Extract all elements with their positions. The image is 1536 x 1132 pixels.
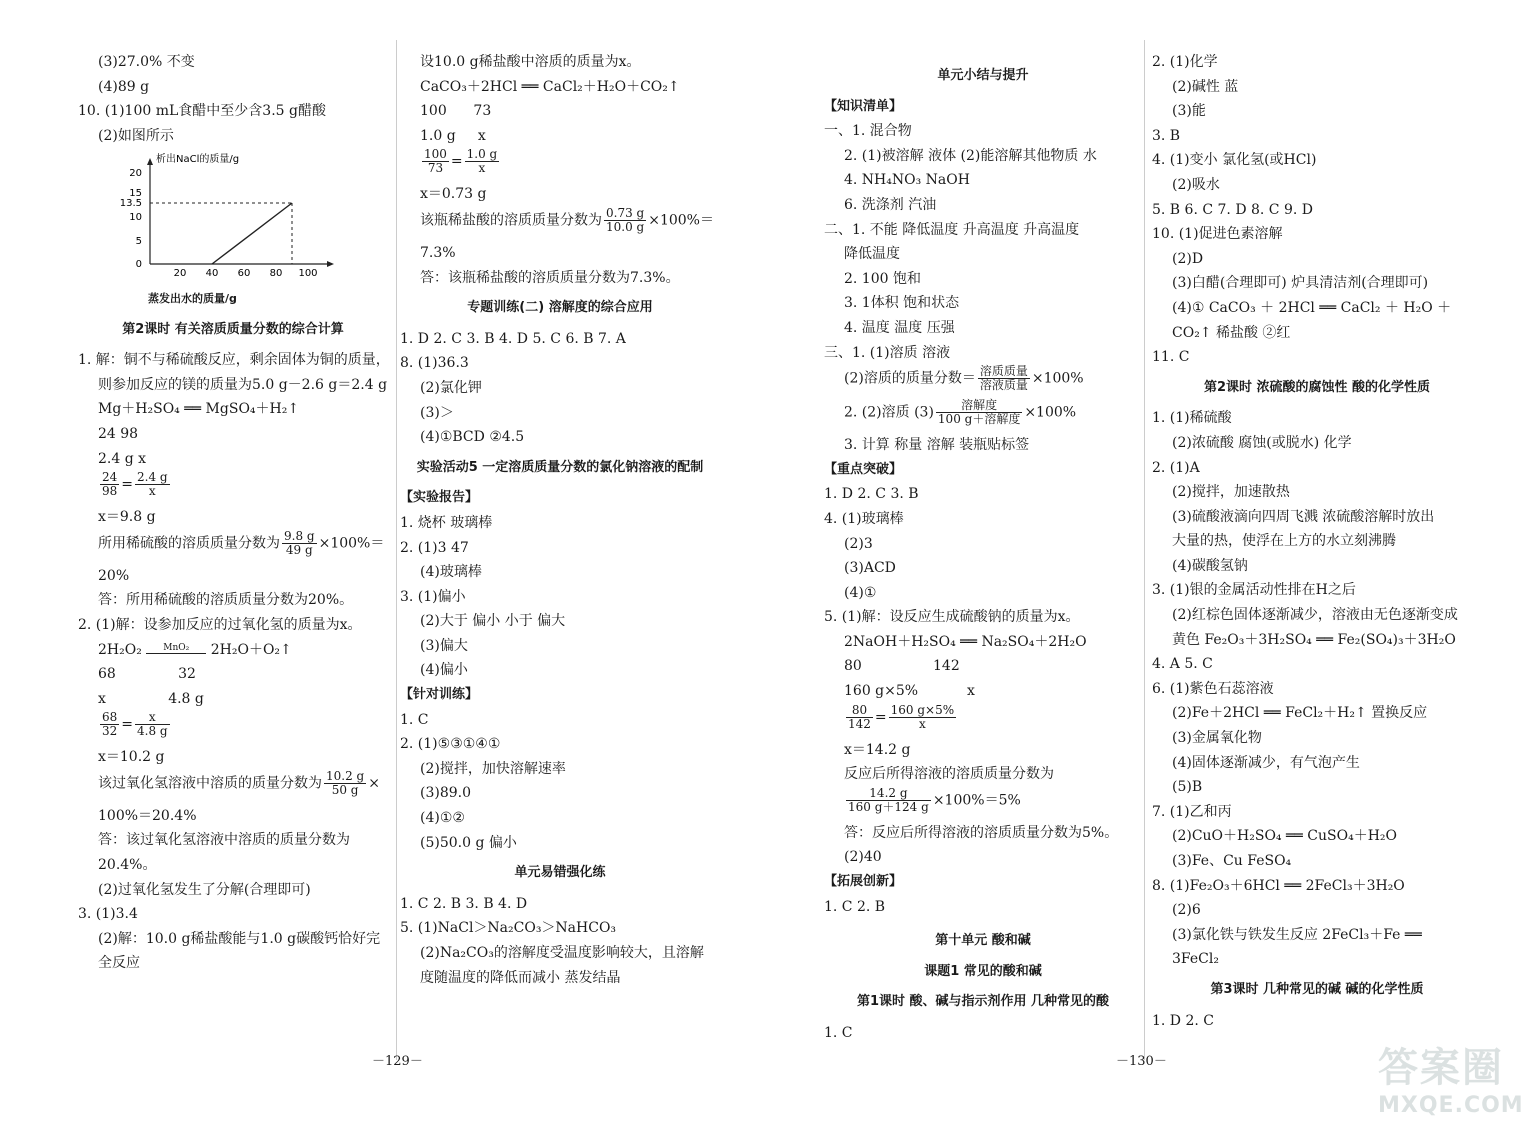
text-line: 7. (1)乙和丙: [1152, 803, 1232, 820]
text-line: 降低温度: [844, 246, 900, 263]
text-line: 2. (1)A: [1152, 459, 1200, 476]
text-line: (3)金属氧化物: [1172, 730, 1262, 747]
text-line: 3FeCl₂: [1172, 951, 1219, 968]
column-divider: [396, 40, 397, 1060]
section-heading: 专题训练(二) 溶解度的综合应用: [467, 300, 653, 316]
text-line: 3. B: [1152, 127, 1181, 144]
text-line: 1. D 2. C 3. B 4. D 5. C 6. B 7. A: [400, 330, 626, 347]
text-line: 1. 解：铜不与稀硫酸反应，剩余固体为铜的质量，: [78, 352, 390, 369]
fraction: $\frac{160 g\times 5\%}{x}$: [890, 702, 955, 731]
fraction: $\frac{100}{73}$: [424, 147, 447, 176]
text-line: 1. C: [824, 1025, 853, 1041]
text-line: (4)碳酸氢钠: [1172, 557, 1248, 574]
text-line: (2)吸水: [1172, 176, 1220, 193]
text-line: (2)40: [844, 849, 882, 866]
watermark-logo-icon: 答案圈: [1378, 1045, 1504, 1091]
subsection-label: 【实验报告】: [400, 490, 479, 506]
text-line: 3. 1体积 饱和状态: [844, 295, 960, 312]
text-line: 6. 洗涤剂 汽油: [844, 196, 937, 213]
watermark-logo-text-icon: MXQE.COM: [1378, 1093, 1524, 1118]
text-line: 反应后所得溶液的溶质质量分数为: [844, 766, 1054, 783]
text-line: (3)ACD: [844, 560, 896, 577]
text-line: 4. A 5. C: [1152, 656, 1213, 673]
text-line: x＝10.2 g: [98, 749, 165, 766]
section-heading: 实验活动5 一定溶质质量分数的氯化钠溶液的配制: [416, 459, 704, 475]
watermark-logo: [1378, 1036, 1528, 1126]
text-line: 1. D 2. C 3. B: [824, 486, 919, 503]
text-line: (3)27.0% 不变: [98, 54, 195, 70]
text-line: 1. C 2. B: [824, 898, 886, 915]
x-axis-label: 蒸发出水的质量/g: [148, 291, 237, 305]
text-line: (3)偏大: [420, 637, 468, 654]
text-line: (2)3: [844, 535, 873, 552]
result-line: 该瓶稀盐酸的溶质质量分数为 $\frac{0.73 g}{10.0 g}$ ×100%＝: [420, 205, 714, 234]
right-column-1: [824, 50, 1142, 1046]
text-line: 2NaOH＋H₂SO₄ ══ Na₂SO₄＋2H₂O: [844, 633, 1087, 650]
text-line: (4)①: [844, 584, 877, 601]
text-line: (2)搅拌，加快溶解速率: [420, 760, 566, 777]
text-line: (4)玻璃棒: [420, 564, 482, 581]
text-line: 答：所用稀硫酸的溶质质量分数为20%。: [98, 592, 354, 609]
text-line: 20%: [98, 567, 130, 584]
text-line: x 4.8 g: [98, 690, 204, 707]
text-line: 80 142: [844, 658, 960, 675]
graph-line: [212, 203, 292, 264]
proportion-equation: $\frac{24}{98}$ = $\frac{2.4 g}{x}$: [102, 470, 168, 499]
text-line: 5. (1)解：设反应生成硫酸钠的质量为x。: [824, 609, 1080, 626]
subsection-label: 【知识清单】: [824, 98, 903, 114]
right-page: [768, 0, 1536, 1132]
section-heading: 第1课时 酸、碱与指示剂作用 几种常见的酸: [856, 994, 1110, 1010]
text-line: 5. B 6. C 7. D 8. C 9. D: [1152, 201, 1313, 218]
text-line: 三、1. (1)溶质 溶液: [824, 344, 951, 361]
text-line: 答：该过氧化氢溶液中溶质的质量分数为: [98, 832, 350, 849]
right-column-2: [1152, 50, 1482, 1033]
text-line: 2. (1)⑤③①④①: [400, 736, 501, 753]
text-line: 6. (1)紫色石蕊溶液: [1152, 680, 1274, 697]
fraction: $\frac{10.2 g}{50 g}$: [326, 768, 365, 797]
subsection-label: 【重点突破】: [824, 461, 903, 477]
text-line: (3)白醋(合理即可) 炉具清洁剂(合理即可): [1172, 275, 1429, 292]
text-line: (3)＞: [420, 404, 454, 421]
text-line: (4)偏小: [420, 662, 468, 679]
text-line: (4)① CaCO₃ ＋ 2HCl ══ CaCl₂ ＋ H₂O ＋: [1172, 299, 1452, 316]
text-line: (5)50.0 g 偏小: [420, 834, 517, 851]
x-axis-arrow-icon: [327, 261, 334, 267]
text-line: 大量的热，使浮在上方的水立刻沸腾: [1172, 533, 1396, 550]
fraction: $\frac{x}{4.8 g}$: [137, 710, 168, 739]
subsection-label: 【针对训练】: [400, 687, 479, 703]
text-line: 100 73: [420, 103, 492, 120]
unit-heading: 第十单元 酸和碱: [935, 933, 1031, 949]
text-line: 3. 计算 称量 溶解 装瓶贴标签: [844, 437, 1030, 454]
text-line: x＝14.2 g: [844, 741, 911, 758]
text-line: 100%＝20.4%: [98, 807, 197, 824]
text-line: CO₂↑ 稀盐酸 ②红: [1172, 324, 1291, 341]
text-line: x＝9.8 g: [98, 509, 156, 526]
text-line: (4)89 g: [98, 78, 150, 95]
fraction: $\frac{1.0 g}{x}$: [466, 147, 498, 176]
fraction: $\frac{\text{溶质质量}}{\text{溶液质量}}$: [979, 364, 1028, 393]
y-tick-label: 0: [135, 259, 142, 271]
text-line: 3. (1)3.4: [78, 906, 138, 923]
y-tick-label: 15: [129, 188, 142, 200]
x-tick-label: 60: [237, 268, 251, 280]
section-heading: 单元小结与提升: [937, 68, 1029, 83]
left-column-1: [78, 50, 388, 976]
text-line: 7.3%: [420, 244, 456, 261]
text-line: 4. 温度 温度 压强: [844, 319, 955, 336]
section-heading: 第3课时 几种常见的碱 碱的化学性质: [1210, 981, 1424, 997]
text-line: (2)碱性 蓝: [1172, 78, 1239, 95]
proportion-equation: $\frac{68}{32}$ = $\frac{x}{4.8 g}$: [102, 710, 168, 739]
text-line: (2)过氧化氢发生了分解(合理即可): [98, 881, 311, 898]
section-heading: 课题1 常见的酸和碱: [924, 963, 1042, 979]
x-tick-label: 80: [269, 268, 283, 280]
y-tick-label: 13.5: [119, 198, 142, 210]
text-line: 2.4 g x: [98, 450, 147, 467]
fraction: $\frac{14.2 g}{160 g+124 g}$: [848, 785, 929, 814]
text-line: (2)6: [1172, 902, 1201, 919]
text-line: (4)①BCD ②4.5: [420, 429, 525, 446]
text-line: (3)能: [1172, 103, 1206, 120]
text-line: CaCO₃＋2HCl ══ CaCl₂＋H₂O＋CO₂↑: [420, 78, 680, 95]
fraction: $\frac{9.8 g}{49 g}$: [284, 528, 315, 557]
text-line: (2)红棕色固体逐渐减少，溶液由无色逐渐变成: [1172, 607, 1458, 624]
section-heading: 第2课时 有关溶质质量分数的综合计算: [122, 321, 344, 337]
formula-line: 2. (2)溶质 (3) $\frac{\text{溶解度}}{\text{100 g＋溶解度}}$ ×100%: [844, 398, 1077, 427]
text-line: 3. (1)银的金属活动性排在H之后: [1152, 582, 1356, 599]
proportion-equation: $\frac{100}{73}$ = $\frac{1.0 g}{x}$: [424, 147, 498, 176]
text-line: (2)CuO＋H₂SO₄ ══ CuSO₄＋H₂O: [1172, 828, 1398, 845]
x-tick-label: 40: [205, 268, 219, 280]
text-line: 设10.0 g稀盐酸中溶质的质量为x。: [420, 54, 641, 70]
text-line: 4. (1)玻璃棒: [824, 510, 904, 527]
text-line: (2)氯化钾: [420, 379, 482, 396]
formula-line: (2)溶质的质量分数＝ $\frac{\text{溶质质量}}{\text{溶液质量}}$ ×100%: [844, 364, 1084, 393]
y-tick-label: 10: [129, 212, 142, 224]
text-line: 2. (1)3 47: [400, 539, 469, 556]
text-line: (2)解：10.0 g稀盐酸能与1.0 g碳酸钙恰好完: [98, 930, 381, 947]
text-line: (3)89.0: [420, 785, 472, 802]
text-line: (2)如图所示: [98, 127, 174, 144]
x-tick-label: 100: [298, 268, 318, 280]
text-line: 24 98: [98, 425, 139, 442]
text-line: (3)氯化铁与铁发生反应 2FeCl₃＋Fe ══: [1172, 926, 1422, 943]
x-tick-label: 20: [173, 268, 187, 280]
subsection-label: 【拓展创新】: [824, 874, 903, 890]
text-line: 8. (1)Fe₂O₃＋6HCl ══ 2FeCl₃＋3H₂O: [1152, 877, 1405, 894]
text-line: 5. (1)NaCl＞Na₂CO₃＞NaHCO₃: [400, 920, 617, 937]
result-line: 所用稀硫酸的溶质质量分数为 $\frac{9.8 g}{49 g}$ ×100%＝: [98, 528, 385, 557]
text-line: (2)大于 偏小 小于 偏大: [420, 613, 566, 630]
section-heading: 单元易错强化练: [514, 865, 606, 881]
fraction: $\frac{2.4 g}{x}$: [137, 470, 168, 499]
text-line: (2)浓硫酸 腐蚀(或脱水) 化学: [1172, 434, 1352, 451]
fraction: $\frac{0.73 g}{10.0 g}$: [606, 205, 645, 234]
text-line: 黄色 Fe₂O₃＋3H₂SO₄ ══ Fe₂(SO₄)₃＋3H₂O: [1172, 631, 1456, 648]
text-line: 2. 100 饱和: [844, 270, 921, 287]
text-line: (5)B: [1172, 779, 1203, 796]
text-line: 8. (1)36.3: [400, 355, 469, 372]
text-line: 10. (1)100 mL食醋中至少含3.5 g醋酸: [78, 103, 326, 120]
y-tick-label: 5: [135, 236, 142, 248]
page-number: －129－: [372, 1054, 423, 1069]
text-line: 2. (1)化学: [1152, 54, 1218, 70]
fraction: $\frac{24}{98}$: [102, 470, 118, 499]
y-tick-label: 20: [129, 168, 142, 180]
nacl-graph-svg: [108, 152, 338, 280]
text-line: 1.0 g x: [420, 127, 486, 144]
text-line: 1. (1)稀硫酸: [1152, 410, 1232, 427]
text-line: (2)D: [1172, 250, 1204, 267]
fraction: $\frac{68}{32}$: [102, 710, 118, 739]
text-line: 4. NH₄NO₃ NaOH: [844, 172, 970, 189]
result-line: $\frac{14.2 g}{160 g+124 g}$ ×100%＝5%: [848, 785, 1021, 814]
text-line: (3)硫酸液滴向四周飞溅 浓硫酸溶解时放出: [1172, 508, 1435, 525]
page-number: －130－: [1116, 1054, 1167, 1069]
section-heading: 第2课时 浓硫酸的腐蚀性 酸的化学性质: [1203, 379, 1431, 395]
text-line: 10. (1)促进色素溶解: [1152, 226, 1283, 243]
y-axis-arrow-icon: [147, 158, 153, 165]
text-line: 1. D 2. C: [1152, 1012, 1215, 1029]
text-line: 度随温度的降低而减小 蒸发结晶: [420, 969, 621, 986]
text-line: 答：反应后所得溶液的溶质质量分数为5%。: [844, 824, 1119, 841]
fraction: $\frac{\text{溶解度}}{\text{100 g＋溶解度}}$: [937, 398, 1021, 427]
text-line: 2. (1)被溶解 液体 (2)能溶解其他物质 水: [844, 147, 1097, 164]
text-line: (2)Na₂CO₃的溶解度受温度影响较大，且溶解: [420, 945, 704, 961]
text-line: 1. C: [400, 711, 429, 728]
text-line: 68 32: [98, 666, 196, 683]
text-line: (3)Fe、Cu FeSO₄: [1172, 853, 1292, 869]
column-divider: [1144, 40, 1145, 1060]
y-axis-label: 析出NaCl的质量/g: [156, 154, 240, 166]
text-line: (4)①②: [420, 810, 465, 827]
text-line: 则参加反应的镁的质量为5.0 g－2.6 g＝2.4 g: [98, 376, 388, 393]
text-line: 答：该瓶稀盐酸的溶质质量分数为7.3%。: [420, 269, 680, 286]
catalyst-label: MnO₂: [163, 642, 190, 653]
text-line: 二、1. 不能 降低温度 升高温度 升高温度: [824, 221, 1080, 238]
proportion-equation: $\frac{80}{142}$ = $\frac{160 g\times 5\%}{x}$: [848, 702, 955, 731]
text-line: (4)固体逐渐减少，有气泡产生: [1172, 754, 1360, 771]
text-line: 一、1. 混合物: [824, 123, 912, 140]
text-line: Mg＋H₂SO₄ ══ MgSO₄＋H₂↑: [98, 401, 300, 418]
text-line: (2)Fe＋2HCl ══ FeCl₂＋H₂↑ 置换反应: [1172, 705, 1428, 722]
fraction: $\frac{80}{142}$: [848, 702, 871, 731]
chemical-equation: 2H₂O₂ MnO₂ 2H₂O＋O₂↑: [98, 641, 292, 658]
text-line: (2)搅拌，加速散热: [1172, 484, 1290, 501]
nacl-graph: [108, 152, 388, 311]
text-line: 全反应: [98, 955, 140, 972]
text-line: 160 g×5% x: [844, 683, 975, 700]
text-line: 2. (1)解：设参加反应的过氧化氢的质量为x。: [78, 616, 362, 633]
text-line: 11. C: [1152, 349, 1190, 366]
text-line: 4. (1)变小 氯化氢(或HCl): [1152, 152, 1317, 169]
result-line: 该过氧化氢溶液中溶质的质量分数为 $\frac{10.2 g}{50 g}$ ×: [98, 768, 380, 797]
text-line: 1. 烧杯 玻璃棒: [400, 514, 493, 531]
text-line: 3. (1)偏小: [400, 588, 466, 605]
text-line: 1. C 2. B 3. B 4. D: [400, 895, 528, 912]
text-line: x＝0.73 g: [420, 186, 487, 203]
left-column-2: [400, 50, 720, 990]
text-line: 20.4%。: [98, 857, 157, 874]
